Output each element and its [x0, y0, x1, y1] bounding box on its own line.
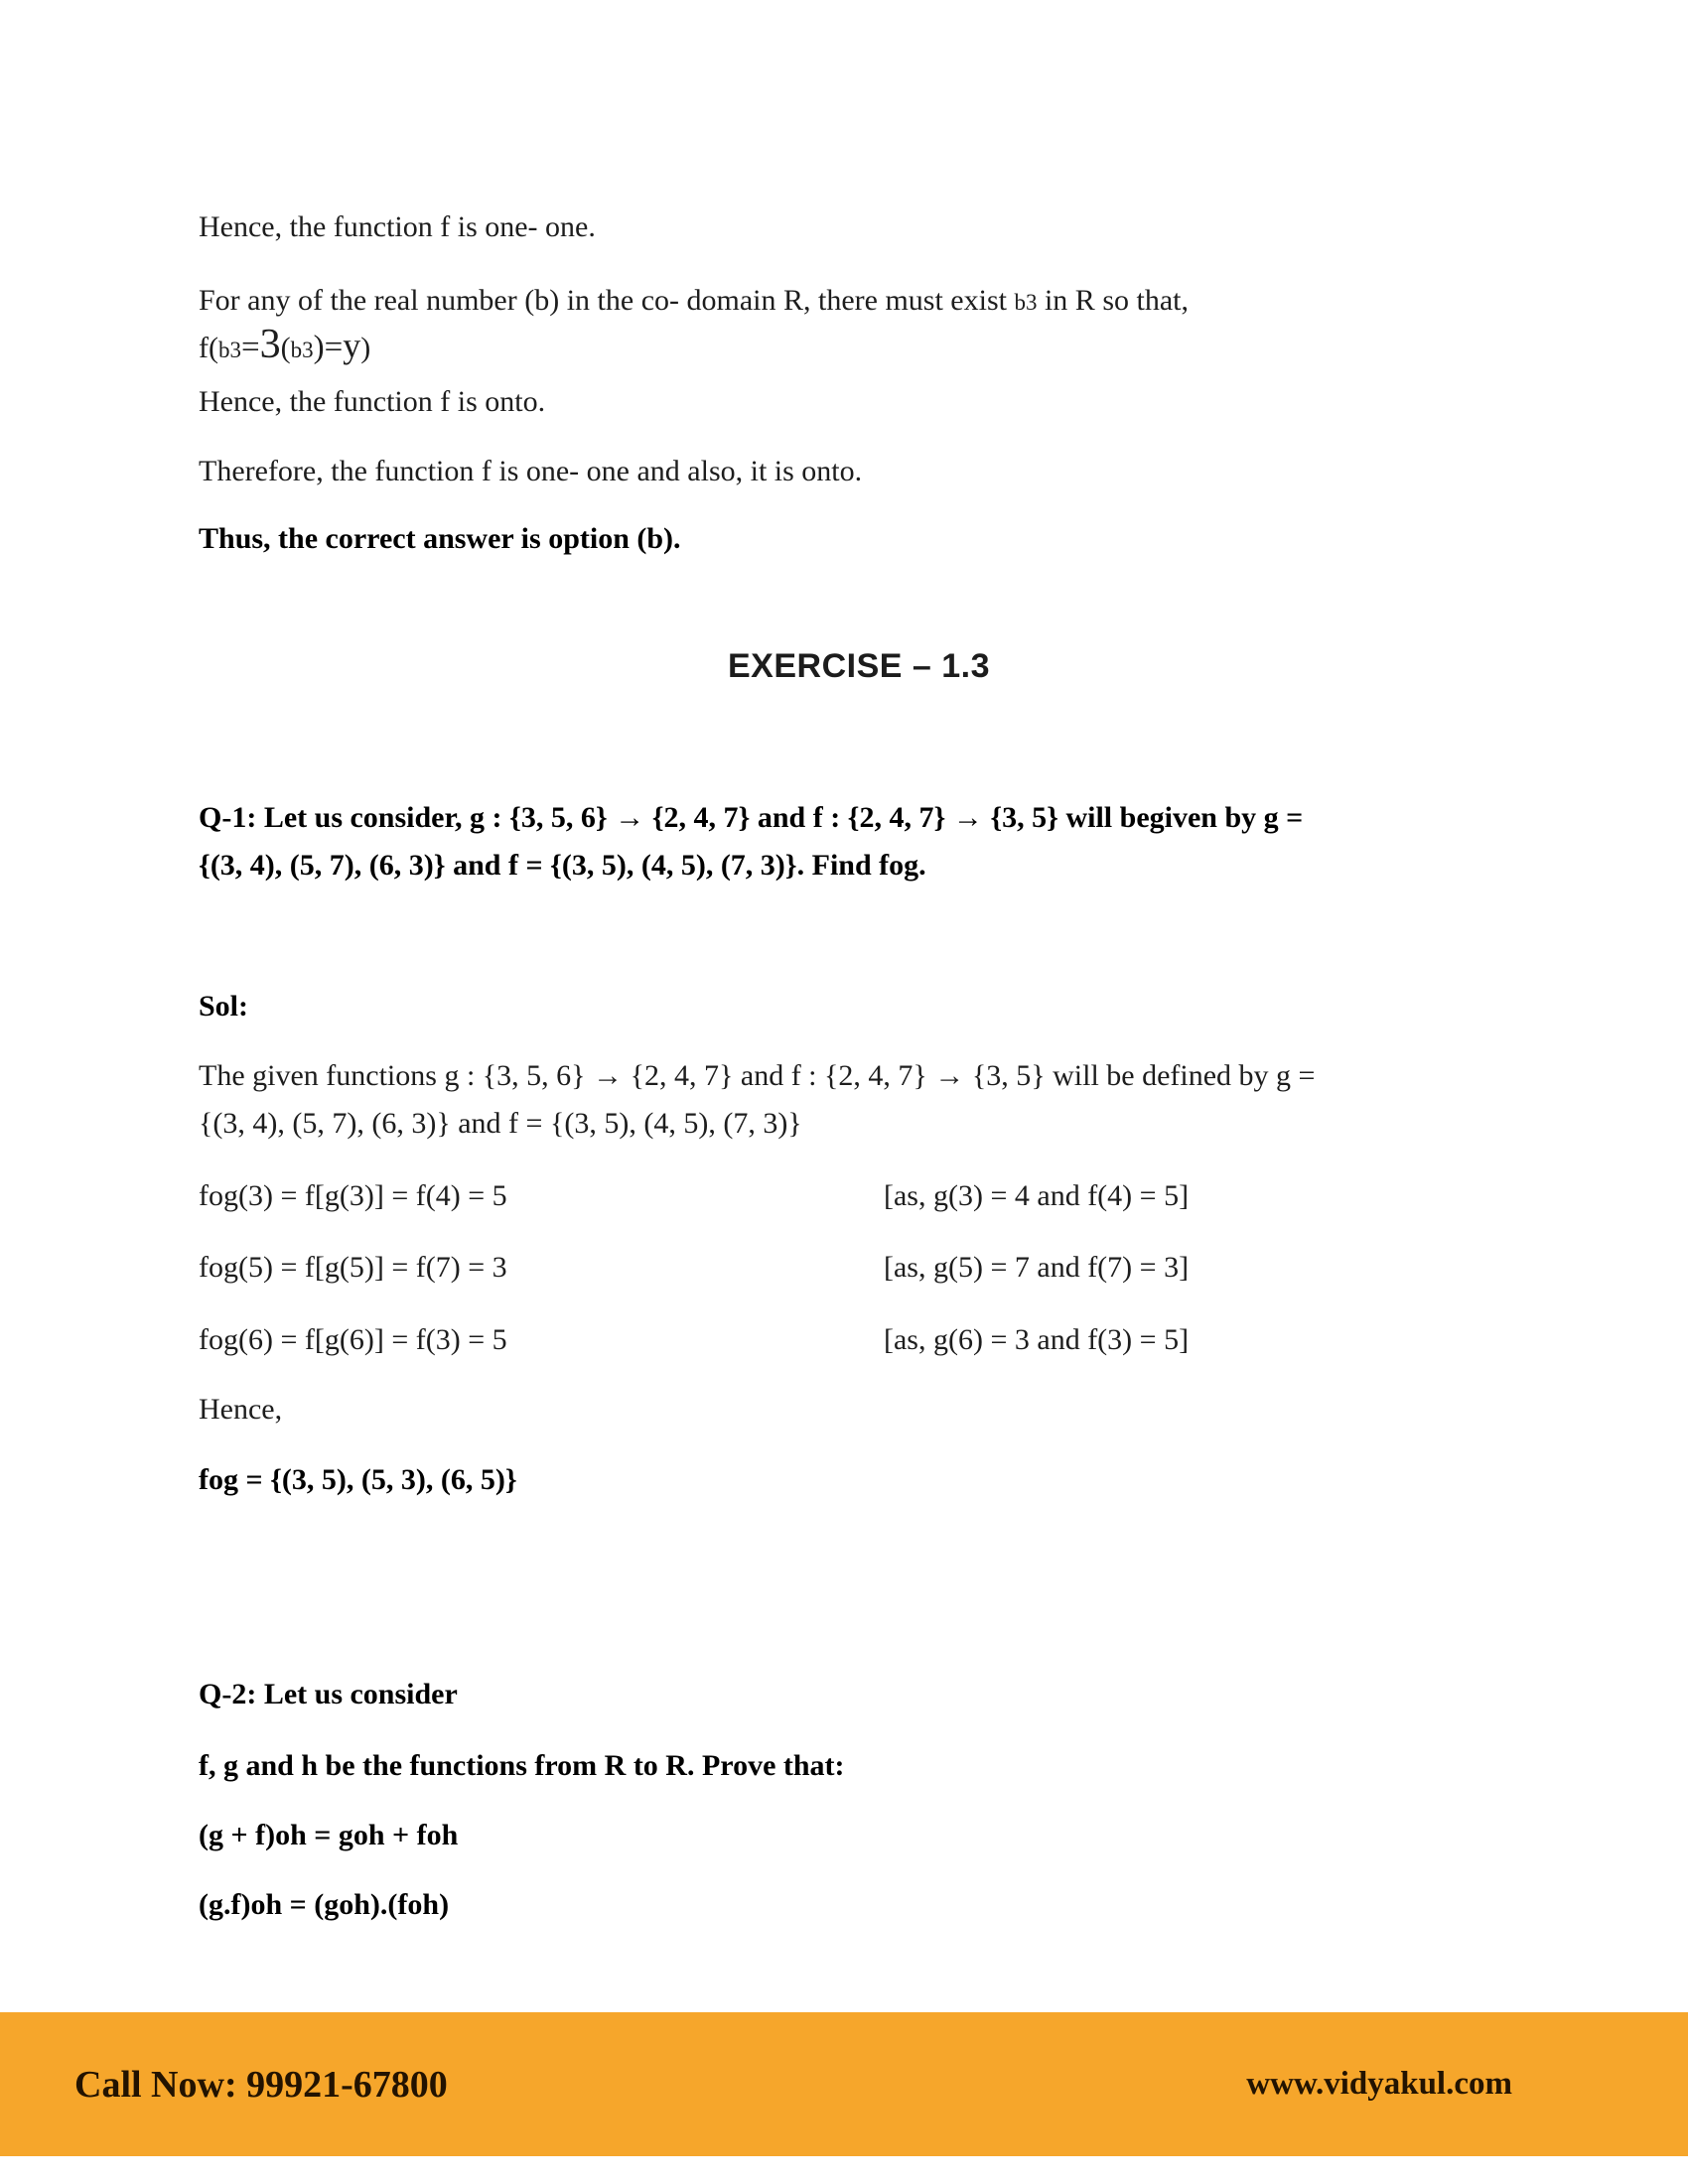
fog-expression: fog(3) = f[g(3)] = f(4) = 5 [199, 1179, 507, 1212]
statement-for-any [199, 284, 1549, 320]
question-1-line1: Q-1: Let us consider, g : {3, 5, 6} → {2, 4, 7} and f : {2, 4, 7} → {3, 5} will begiven by g = [199, 801, 1304, 834]
footer-bar [0, 2012, 1688, 2156]
formula-part: f( [199, 332, 218, 364]
formula-part: ) [360, 332, 371, 364]
b3-symbol: b3 [1014, 290, 1038, 315]
fog-row [199, 1323, 1549, 1357]
fog-row [199, 1251, 1549, 1285]
fog-justification: [as, g(6) = 3 and f(3) = 5] [884, 1323, 1190, 1356]
fog-expression: fog(6) = f[g(6)] = f(3) = 5 [199, 1323, 507, 1356]
statement-onto: Hence, the function f is onto. [199, 385, 546, 418]
statement-answer: Thus, the correct answer is option (b). [199, 522, 681, 555]
solution-line2: {(3, 4), (5, 7), (6, 3)} and f = {(3, 5), (4, 5), (7, 3)} [199, 1107, 802, 1140]
formula-part-sub: b3 [217, 338, 241, 362]
for-any-text-end: in R so that, [1037, 284, 1189, 317]
question-2-identity-1: (g + f)oh = goh + foh [199, 1819, 459, 1851]
solution-line1: The given functions g : {3, 5, 6} → {2, 4, 7} and f : {2, 4, 7} → {3, 5} will be defined by g = [199, 1059, 1316, 1092]
question-2-statement: f, g and h be the functions from R to R. Prove that: [199, 1749, 845, 1782]
statement-therefore: Therefore, the function f is one- one and also, it is onto. [199, 455, 863, 487]
formula-equals: )= [313, 330, 344, 365]
question-1 [199, 794, 1549, 889]
fog-row [199, 1179, 1549, 1213]
formula-equals: = [240, 330, 260, 365]
question-2-identity-2: (g.f)oh = (goh).(foh) [199, 1888, 450, 1921]
footer-phone-number: Call Now: 99921-67800 [74, 2063, 448, 2106]
footer-website: www.vidyakul.com [1246, 2066, 1512, 2102]
statement-one-one: Hence, the function f is one- one. [199, 210, 596, 243]
solution-paragraph [199, 1052, 1549, 1148]
exercise-heading: EXERCISE – 1.3 [727, 647, 990, 685]
formula-part: ( [280, 332, 291, 364]
question-1-line2: {(3, 4), (5, 7), (6, 3)} and f = {(3, 5), (4, 5), (7, 3)}. Find fog. [199, 849, 926, 882]
formula-coefficient: 3 [259, 322, 281, 367]
fog-expression: fog(5) = f[g(5)] = f(7) = 3 [199, 1251, 507, 1284]
fog-result: fog = {(3, 5), (5, 3), (6, 5)} [199, 1463, 517, 1496]
formula-part-sub: b3 [290, 338, 314, 362]
for-any-text: For any of the real number (b) in the co- domain R, there must exist [199, 284, 1015, 317]
statement-hence: Hence, [199, 1393, 283, 1426]
fog-justification: [as, g(3) = 4 and f(4) = 5] [884, 1179, 1190, 1212]
formula-y: y [343, 326, 361, 365]
formula-line [199, 323, 1549, 372]
solution-label: Sol: [199, 990, 249, 1023]
question-2-title: Q-2: Let us consider [199, 1678, 458, 1710]
fog-justification: [as, g(5) = 7 and f(7) = 3] [884, 1251, 1190, 1284]
